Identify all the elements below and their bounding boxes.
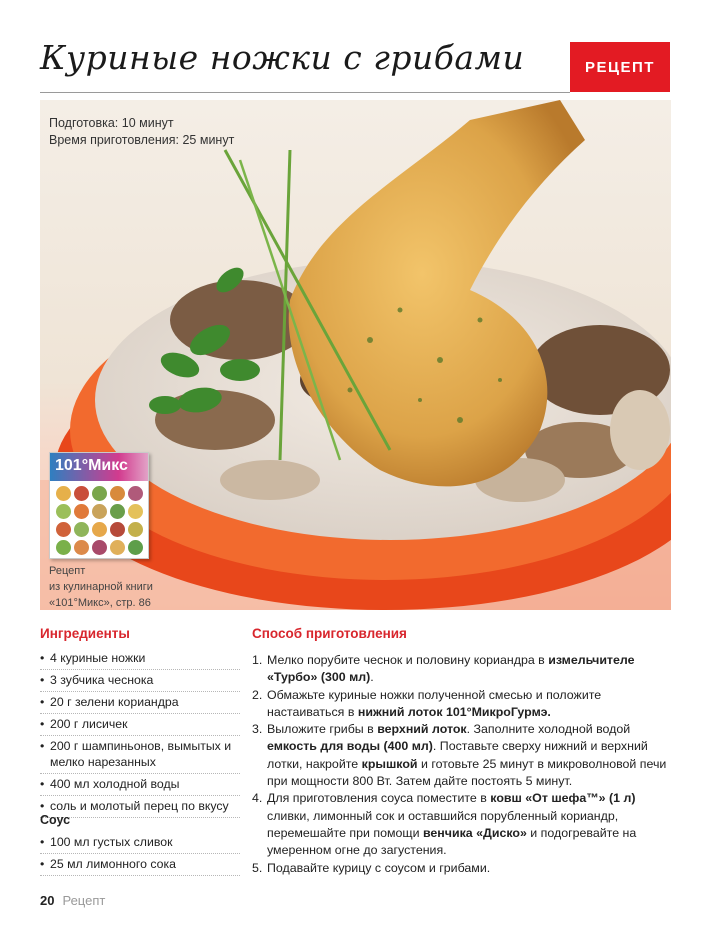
step-highlight: емкость для воды (400 мл) (267, 739, 433, 754)
recipe-title: Куриные ножки с грибами (40, 38, 525, 77)
ingredient-item: • 4 куриные ножки (40, 648, 240, 670)
sauce-list (40, 832, 240, 876)
ingredient-item: • 20 г зелени кориандра (40, 692, 240, 714)
cookbook-cover (49, 452, 149, 559)
page-footer (40, 893, 105, 908)
ingredient-item: • соль и молотый перец по вкусу (40, 796, 240, 818)
dish-photo (40, 100, 671, 610)
footer-section-label: Рецепт (62, 893, 106, 908)
step-text: Обмажьте куриные ножки полученной смесью и положите настаиваться в (267, 687, 602, 719)
ingredient-item: • 200 г лисичек (40, 714, 240, 736)
step-text: . Заполните холодной водой (466, 722, 631, 737)
sauce-ingredient-item: • 25 мл лимонного сока (40, 854, 240, 876)
step-highlight: верхний лоток (377, 722, 467, 737)
method-step (252, 687, 672, 722)
method-title: Способ приготовления (252, 626, 407, 641)
step-text: . (370, 670, 374, 685)
step-highlight: венчика «Диско» (422, 825, 527, 840)
step-text: Подавайте курицу с соусом и грибами. (267, 860, 491, 875)
step-highlight: измельчителе «Турбо» (300 мл) (267, 653, 635, 685)
prep-times (49, 115, 234, 149)
ingredients-title: Ингредиенты (40, 626, 130, 641)
cookbook-cover-grid (50, 481, 148, 560)
step-number: 2. (252, 687, 263, 702)
step-highlight: крышкой (361, 756, 418, 771)
method-step (252, 721, 672, 790)
cookbook-caption: Рецепт из кулинарной книги «101°Микс», стр. 86 (49, 565, 153, 609)
step-text: Мелко порубите чеснок и половину кориандра в (267, 653, 549, 667)
cook-time: Время приготовления: 25 минут (49, 133, 235, 147)
cookbook-cover-title: 101°Микс (50, 453, 148, 481)
method-step (252, 652, 672, 687)
method-steps (252, 652, 672, 877)
ingredients-list (40, 648, 240, 818)
ingredient-item: • 400 мл холодной воды (40, 774, 240, 796)
step-number: 4. (252, 791, 263, 806)
sauce-ingredient-item: • 100 мл густых сливок (40, 832, 240, 854)
step-highlight: ковш «От шефа™» (1 л) (490, 791, 636, 806)
title-underline (40, 92, 570, 93)
prep-time: Подготовка: 10 минут (49, 116, 174, 130)
sauce-title: Соус (40, 813, 71, 827)
recipe-badge: РЕЦЕПТ (570, 42, 670, 92)
ingredient-item: • 200 г шампиньонов, вымытых и мелко нарезанных (40, 736, 240, 774)
step-number: 3. (252, 722, 263, 737)
step-number: 5. (252, 860, 263, 875)
method-step (252, 860, 672, 877)
ingredient-item: • 3 зубчика чеснока (40, 670, 240, 692)
step-text: Выложите грибы в (267, 722, 378, 737)
page-header (0, 0, 713, 100)
step-text: Для приготовления соуса поместите в (267, 791, 491, 806)
step-text: сливки, лимонный сок и оставшийся порубленный кориандр, перемешайте при помощи (267, 808, 619, 840)
step-text: и готовьте 25 минут в микроволновой печи при мощности 800 Вт. Затем дайте постоять 5 минут. (267, 756, 667, 789)
method-step (252, 790, 672, 859)
step-highlight: нижний лоток 101°МикроГурмэ. (357, 704, 551, 719)
step-text: . Поставьте сверху нижний и верхний лотки, накройте (267, 739, 648, 771)
page-number: 20 (40, 893, 55, 908)
step-text: и подогревайте на умеренном огне до загустения. (267, 825, 637, 858)
step-number: 1. (252, 653, 263, 667)
